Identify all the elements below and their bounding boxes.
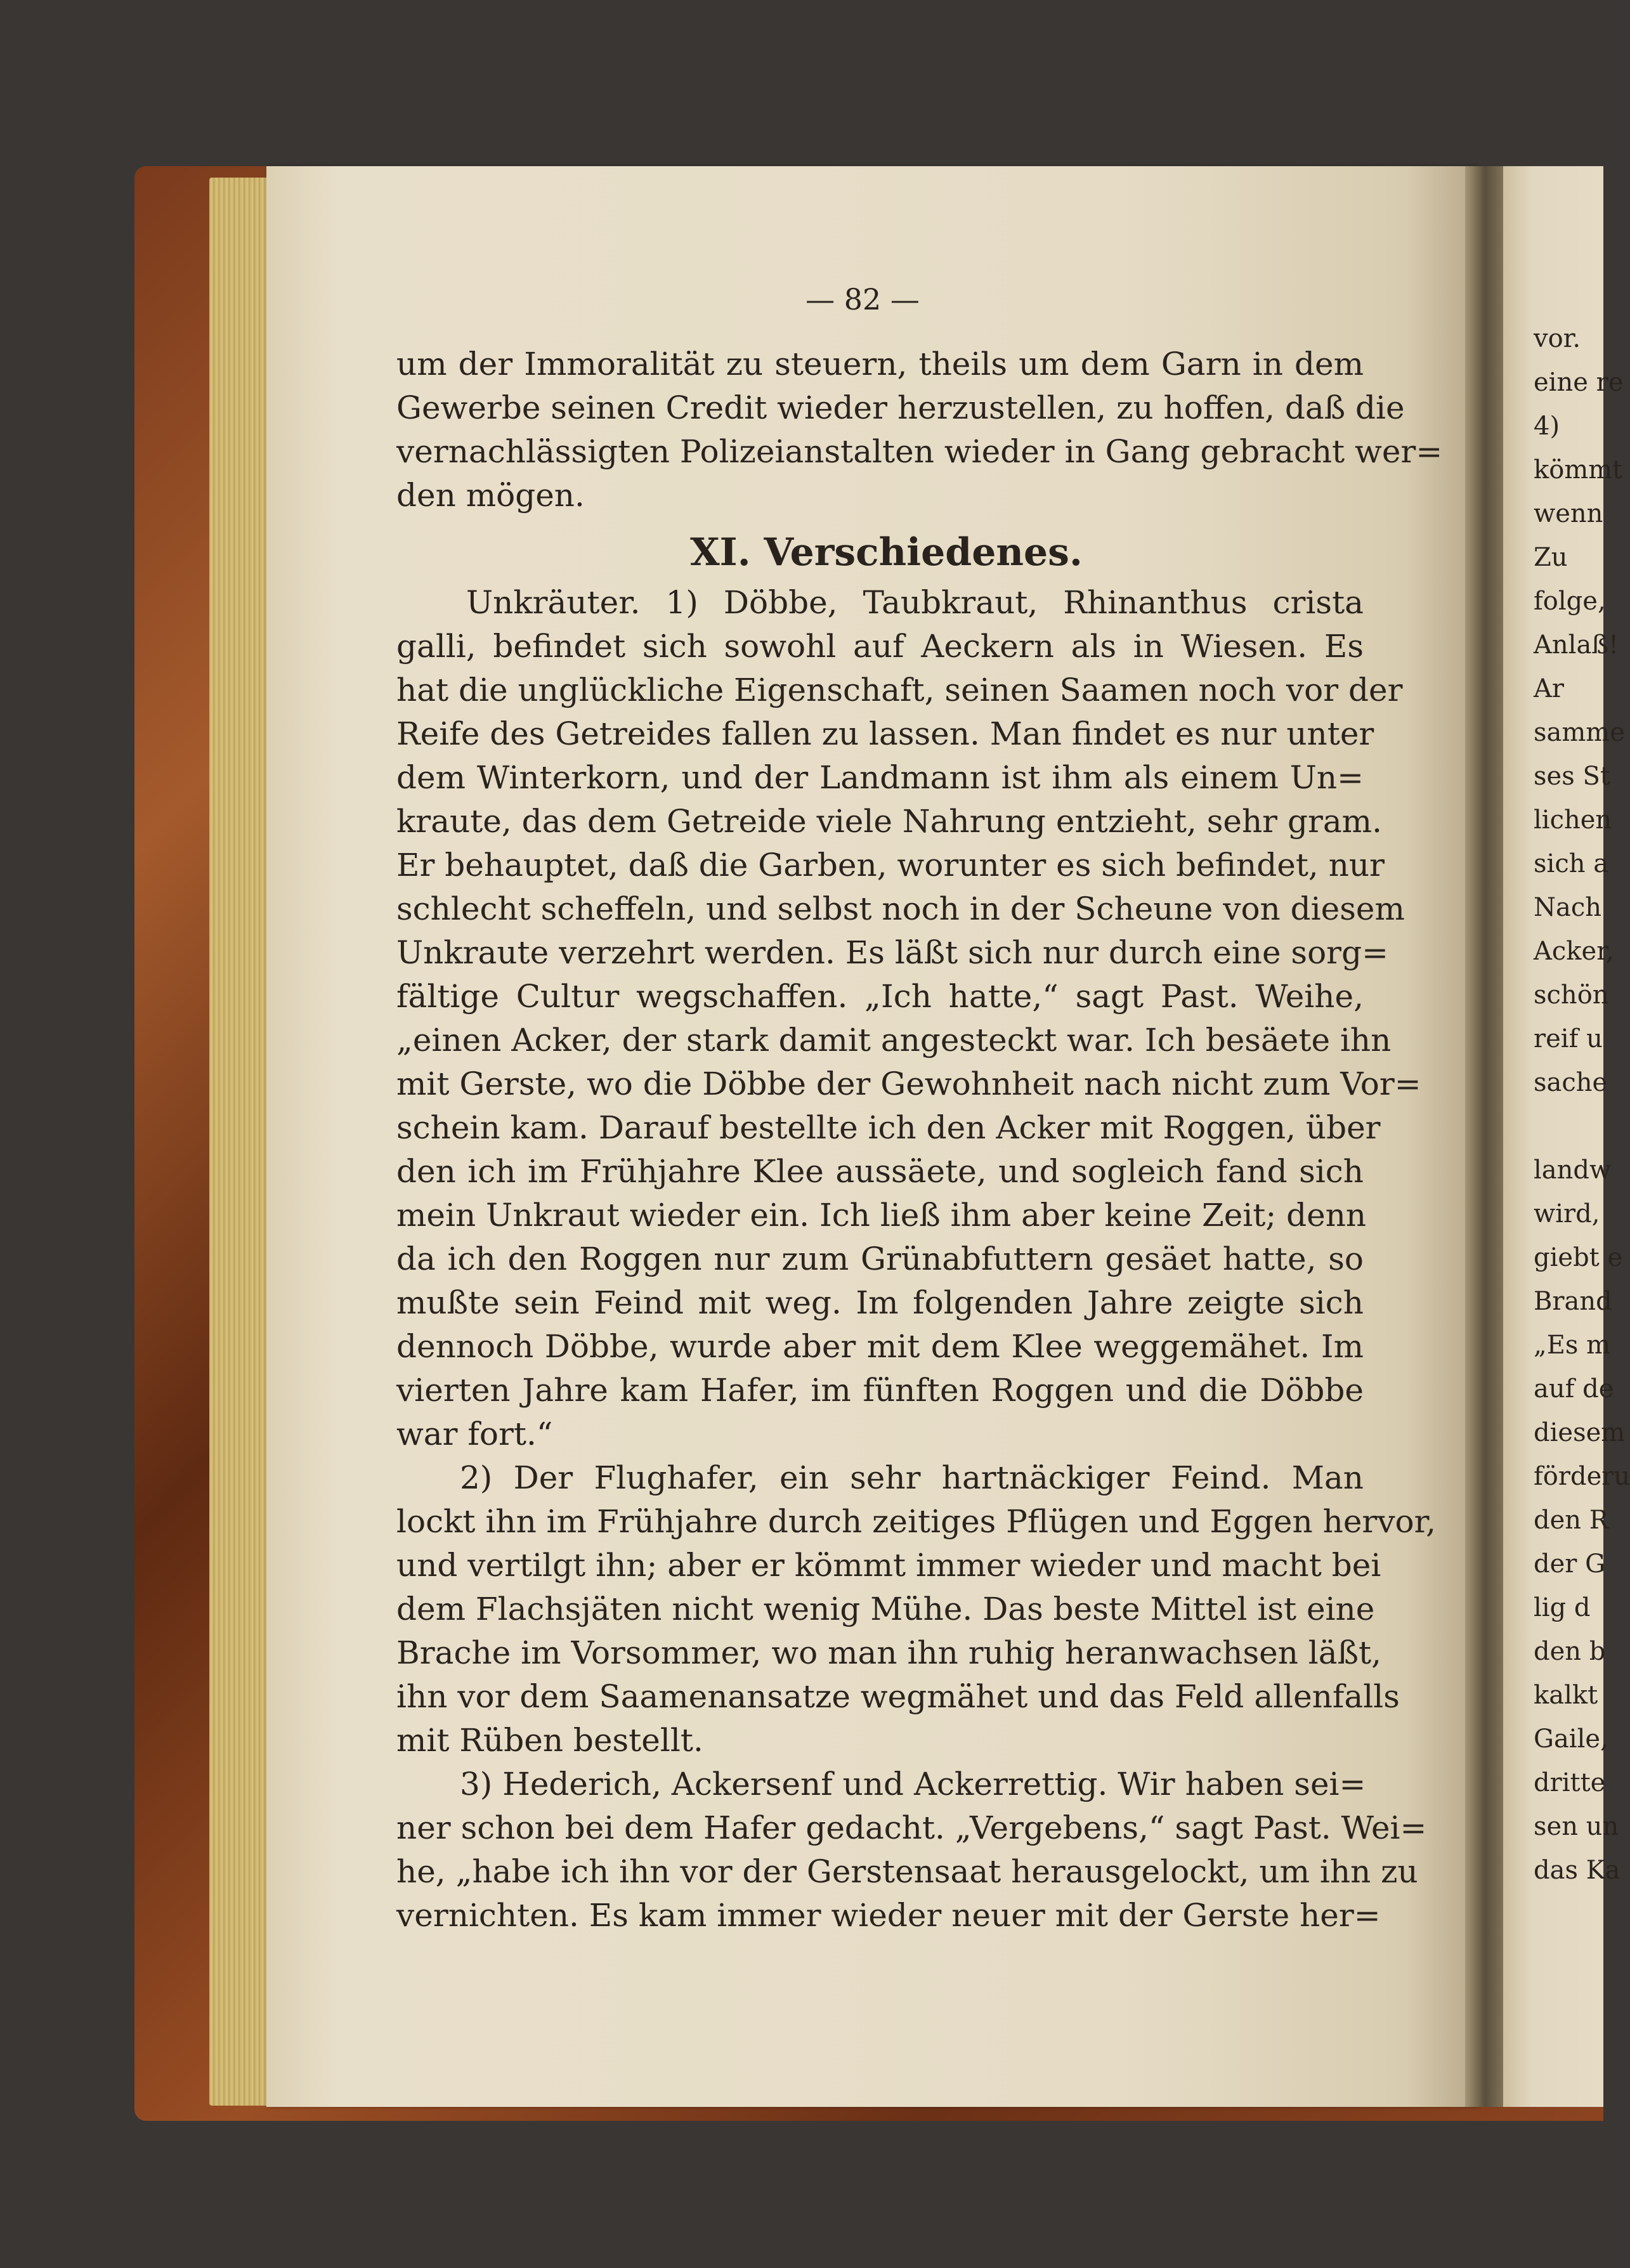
facing-page-fragment: folge,	[1534, 587, 1606, 616]
text-line: Er behauptet, daß die Garben, worunter es sich befindet, nur	[396, 847, 1385, 883]
text-line: Unkräuter. 1) Döbbe, Taubkraut, Rhinanthus crista	[466, 584, 1364, 621]
text-line: da ich den Roggen nur zum Grünabfuttern gesäet hatte, so	[396, 1241, 1364, 1277]
text-line: ihn vor dem Saamenansatze wegmähet und das Feld allenfalls	[396, 1678, 1400, 1715]
section-heading: XI. Verschiedenes.	[690, 530, 1083, 575]
facing-page-fragment: reif u	[1534, 1024, 1603, 1053]
facing-page-fragment: den b	[1534, 1637, 1606, 1666]
body-text	[396, 581, 1436, 1938]
text-line: mit Gerste, wo die Döbbe der Gewohnheit nach nicht zum Vor=	[396, 1066, 1421, 1102]
facing-page-fragment: Nach	[1534, 893, 1602, 922]
facing-page-fragment: Anlaß!	[1534, 630, 1619, 660]
text-line: lockt ihn im Frühjahre durch zeitiges Pflügen und Eggen hervor,	[396, 1503, 1436, 1540]
facing-page-fragment: den R	[1534, 1506, 1608, 1535]
page-number: — 82 —	[805, 282, 920, 316]
facing-page-text	[1534, 317, 1630, 1893]
facing-page-fragment: Zu	[1534, 543, 1568, 572]
text-line: vernachlässigten Polizeianstalten wieder in Gang gebracht wer=	[396, 433, 1443, 470]
facing-page-fragment	[1534, 1105, 1603, 1149]
text-line: dennoch Döbbe, wurde aber mit dem Klee weggemähet. Im	[396, 1328, 1364, 1365]
text-line: mit Rüben bestellt.	[396, 1722, 703, 1759]
facing-page-fragment: vor.	[1534, 324, 1581, 353]
facing-page-fragment: das Ka	[1534, 1856, 1620, 1885]
facing-page-fragment: kömmt	[1534, 455, 1623, 485]
text-line: mein Unkraut wieder ein. Ich ließ ihm aber keine Zeit; denn	[396, 1197, 1367, 1234]
text-line: mußte sein Feind mit weg. Im folgenden Jahre zeigte sich	[396, 1284, 1364, 1321]
text-line: schlecht scheffeln, und selbst noch in der Scheune von diesem	[396, 890, 1405, 927]
facing-page-fragment: auf de	[1534, 1374, 1614, 1404]
text-line: hat die unglückliche Eigenschaft, seinen Saamen noch vor der	[396, 672, 1403, 708]
facing-page-fragment: samme	[1534, 718, 1625, 747]
text-line: kraute, das dem Getreide viele Nahrung entzieht, sehr gram.	[396, 803, 1382, 840]
text-line: Brache im Vorsommer, wo man ihn ruhig heranwachsen läßt,	[396, 1634, 1381, 1671]
text-line: 3) Hederich, Ackersenf und Ackerrettig. Wir haben sei=	[460, 1766, 1366, 1802]
text-line: fältige Cultur wegschaffen. „Ich hatte,“ sagt Past. Weihe,	[396, 978, 1364, 1015]
text-line: Gewerbe seinen Credit wieder herzustellen, zu hoffen, daß die	[396, 389, 1405, 426]
text-line: galli, befindet sich sowohl auf Aeckern als in Wiesen. Es	[396, 628, 1364, 665]
text-line: den ich im Frühjahre Klee aussäete, und sogleich fand sich	[396, 1153, 1364, 1190]
facing-page-fragment: sache	[1534, 1068, 1608, 1097]
facing-page-fragment: lig d	[1534, 1593, 1591, 1622]
text-line: dem Winterkorn, und der Landmann ist ihm als einem Un=	[396, 759, 1364, 796]
facing-page-fragment: eine re	[1534, 368, 1624, 397]
facing-page-fragment: diesem	[1534, 1418, 1626, 1447]
text-line: und vertilgt ihn; aber er kömmt immer wieder und macht bei	[396, 1547, 1381, 1584]
facing-page-fragment: schön	[1534, 981, 1609, 1010]
facing-page-fragment: sen un	[1534, 1812, 1619, 1841]
page-text	[396, 342, 1443, 1938]
text-line: „einen Acker, der stark damit angesteckt war. Ich besäete ihn	[396, 1022, 1392, 1059]
facing-page-fragment: ses St	[1534, 762, 1610, 791]
facing-page-fragment: der G	[1534, 1549, 1606, 1579]
facing-page-fragment: Acker,	[1534, 937, 1614, 966]
text-line: Reife des Getreides fallen zu lassen. Man findet es nur unter	[396, 715, 1374, 752]
text-line: he, „habe ich ihn vor der Gerstensaat herausgelockt, um ihn zu	[396, 1853, 1418, 1890]
intro-paragraph	[396, 342, 1443, 518]
facing-page-fragment: Brand	[1534, 1287, 1612, 1316]
facing-page-fragment: 4)	[1534, 412, 1560, 441]
facing-page-fragment: kalkt	[1534, 1681, 1598, 1710]
text-line: den mögen.	[396, 477, 585, 514]
facing-page-fragment: giebt e	[1534, 1243, 1623, 1272]
facing-page-fragment: landw	[1534, 1156, 1612, 1185]
facing-page-fragment: wenn	[1534, 499, 1603, 528]
text-line: 2) Der Flughafer, ein sehr hartnäckiger Feind. Man	[460, 1459, 1364, 1496]
text-line: vierten Jahre kam Hafer, im fünften Roggen und die Döbbe	[396, 1372, 1364, 1409]
text-line: vernichten. Es kam immer wieder neuer mit der Gerste her=	[396, 1897, 1381, 1934]
text-line: dem Flachsjäten nicht wenig Mühe. Das beste Mittel ist eine	[396, 1591, 1375, 1627]
text-line: schein kam. Darauf bestellte ich den Acker mit Roggen, über	[396, 1109, 1381, 1146]
facing-page-fragment: „Es m	[1534, 1331, 1611, 1360]
facing-page-fragment: Ar	[1534, 674, 1565, 703]
facing-page-fragment: lichen	[1534, 805, 1612, 835]
facing-page-fragment: wird,	[1534, 1199, 1600, 1228]
facing-page-fragment: Gaile,	[1534, 1724, 1608, 1754]
facing-page-fragment: sich a	[1534, 849, 1609, 878]
facing-page-fragment: dritte	[1534, 1768, 1606, 1797]
text-line: Unkraute verzehrt werden. Es läßt sich nur durch eine sorg=	[396, 934, 1388, 971]
text-line: um der Immoralität zu steuern, theils um dem Garn in dem	[396, 346, 1364, 382]
text-line: war fort.“	[396, 1416, 553, 1452]
text-line: ner schon bei dem Hafer gedacht. „Vergebens,“ sagt Past. Wei=	[396, 1809, 1427, 1846]
facing-page-fragment: förderu	[1534, 1462, 1630, 1491]
